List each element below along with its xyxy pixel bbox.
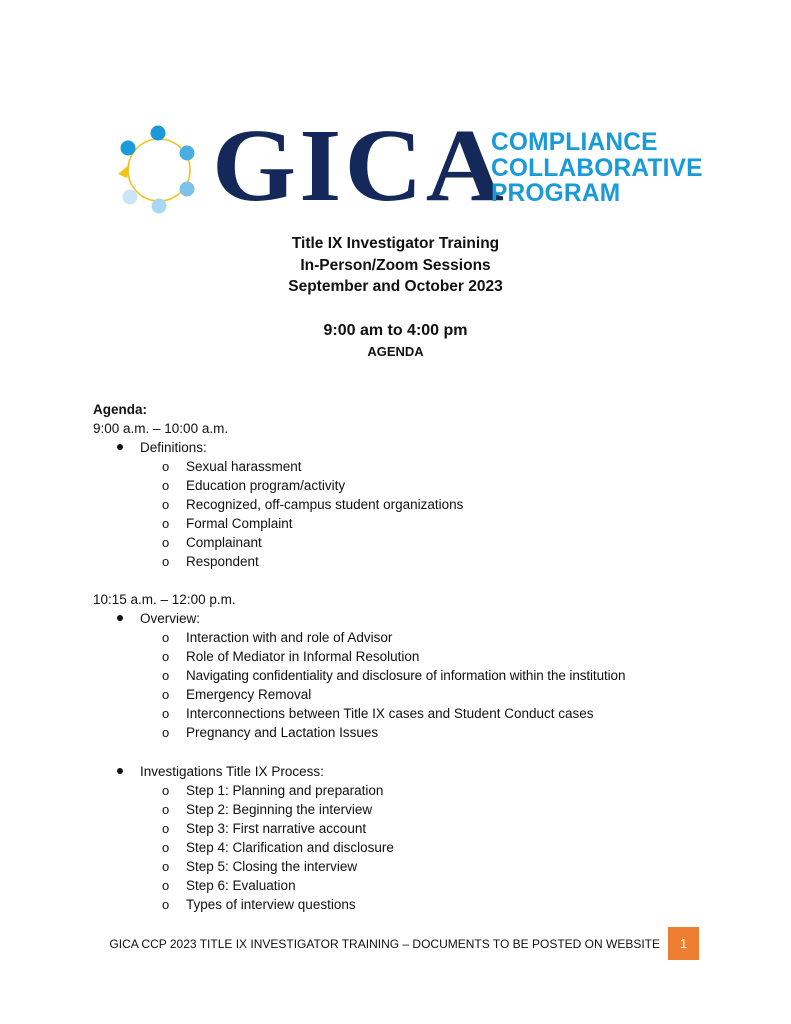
sub-bullet-icon: o bbox=[162, 821, 170, 836]
agenda-heading: AGENDA bbox=[367, 344, 424, 359]
list-item: Role of Mediator in Informal Resolution bbox=[186, 649, 420, 664]
session-time: 9:00 am to 4:00 pm bbox=[323, 322, 468, 339]
sub-bullet-icon: o bbox=[162, 859, 170, 874]
section-time: 10:15 a.m. – 12:00 p.m. bbox=[93, 592, 236, 607]
list-item: Step 1: Planning and preparation bbox=[186, 783, 384, 798]
list-item: Interconnections between Title IX cases and Student Conduct cases bbox=[186, 706, 594, 721]
list-item: Sexual harassment bbox=[186, 459, 302, 474]
list-item: Step 5: Closing the interview bbox=[186, 859, 358, 874]
list-item: Step 3: First narrative account bbox=[186, 821, 367, 836]
sub-bullet-icon: o bbox=[162, 497, 170, 512]
sub-bullet-icon: o bbox=[162, 668, 170, 683]
sub-bullet-icon: o bbox=[162, 897, 170, 912]
sub-bullet-icon: o bbox=[162, 478, 170, 493]
sub-bullet-icon: o bbox=[162, 649, 170, 664]
sub-bullet-icon: o bbox=[162, 687, 170, 702]
sub-bullet-icon: o bbox=[162, 783, 170, 798]
sub-bullet-icon: o bbox=[162, 630, 170, 645]
agenda-label: Agenda: bbox=[93, 402, 147, 417]
bullet-label: Overview: bbox=[140, 611, 201, 626]
bullet-label: Investigations Title IX Process: bbox=[140, 764, 324, 779]
sub-bullet-icon: o bbox=[162, 459, 170, 474]
bullet-label: Definitions: bbox=[140, 440, 207, 455]
sub-bullet-icon: o bbox=[162, 840, 170, 855]
document-title: Title IX Investigator Training bbox=[291, 235, 500, 252]
logo-ring-icon bbox=[110, 122, 210, 222]
list-item: Types of interview questions bbox=[186, 897, 356, 912]
list-item: Education program/activity bbox=[186, 478, 346, 493]
document-subtitle: In-Person/Zoom Sessions bbox=[300, 256, 491, 274]
sub-bullet-icon: o bbox=[162, 516, 170, 531]
page-number: 1 bbox=[668, 927, 699, 960]
bullet-icon bbox=[117, 444, 123, 450]
sub-bullet-icon: o bbox=[162, 554, 170, 569]
document-dates: September and October 2023 bbox=[288, 278, 503, 296]
list-item: Respondent bbox=[186, 554, 259, 569]
sub-bullet-icon: o bbox=[162, 535, 170, 550]
list-item: Recognized, off-campus student organizations bbox=[186, 497, 464, 512]
list-item: Complainant bbox=[186, 535, 262, 550]
sub-bullet-icon: o bbox=[162, 706, 170, 721]
sub-bullet-icon: o bbox=[162, 725, 170, 740]
list-item: Step 2: Beginning the interview bbox=[186, 802, 373, 817]
list-item: Pregnancy and Lactation Issues bbox=[186, 725, 379, 740]
sub-bullet-icon: o bbox=[162, 878, 170, 893]
bullet-icon bbox=[117, 615, 123, 621]
logo-wordmark: GICA bbox=[212, 108, 507, 223]
logo-tagline-line: COLLABORATIVE bbox=[491, 153, 703, 182]
list-item: Step 6: Evaluation bbox=[186, 878, 296, 893]
page-footer: GICA CCP 2023 TITLE IX INVESTIGATOR TRAINING – DOCUMENTS TO BE POSTED ON WEBSITE bbox=[109, 937, 660, 951]
section-time: 9:00 a.m. – 10:00 a.m. bbox=[93, 421, 229, 436]
list-item: Interaction with and role of Advisor bbox=[186, 630, 393, 645]
logo-tagline-line: COMPLIANCE bbox=[491, 128, 658, 156]
list-item: Formal Complaint bbox=[186, 516, 293, 531]
list-item: Emergency Removal bbox=[186, 687, 312, 702]
list-item: Navigating confidentiality and disclosure of information within the institution bbox=[186, 668, 626, 683]
sub-bullet-icon: o bbox=[162, 802, 170, 817]
logo-tagline-line: PROGRAM bbox=[491, 179, 621, 207]
bullet-icon bbox=[117, 768, 123, 774]
gica-logo bbox=[110, 108, 703, 223]
document-title-block bbox=[0, 233, 791, 298]
logo-tagline bbox=[491, 130, 703, 207]
list-item: Step 4: Clarification and disclosure bbox=[186, 840, 394, 855]
